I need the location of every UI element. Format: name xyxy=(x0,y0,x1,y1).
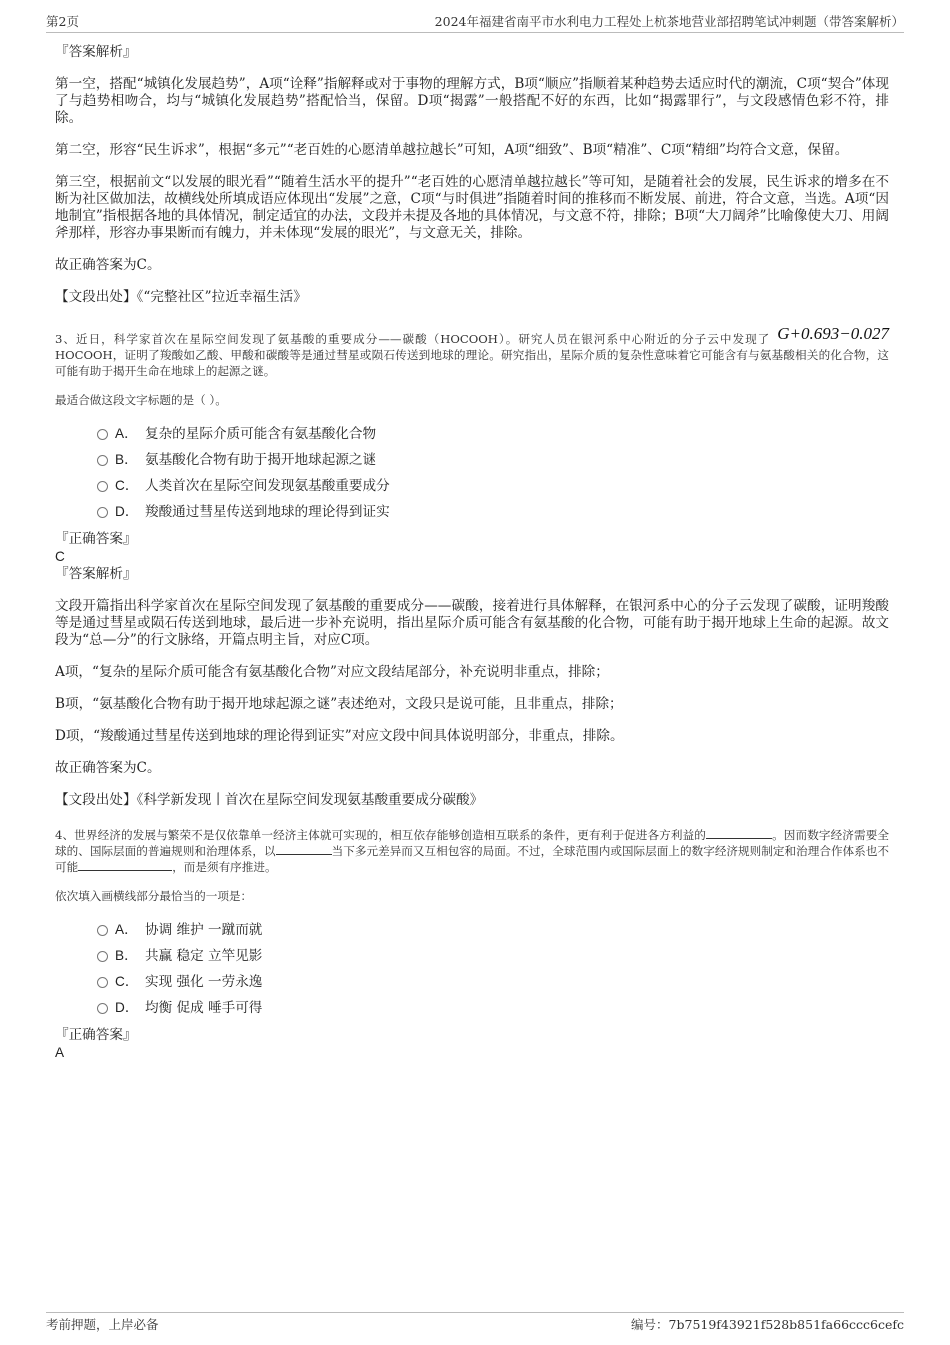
option-text: 共赢 稳定 立竿见影 xyxy=(145,948,263,964)
footer-slogan: 考前押题，上岸必备 xyxy=(46,1317,159,1332)
option-text: 羧酸通过彗星传送到地球的理论得到证实 xyxy=(145,504,390,520)
option-text: 人类首次在星际空间发现氨基酸重要成分 xyxy=(145,478,390,494)
q3-prompt: 最适合做这段文字标题的是（ ）。 xyxy=(55,393,227,407)
radio-icon[interactable] xyxy=(97,455,108,466)
q3-option-a[interactable] xyxy=(55,421,889,447)
q3-source: 【文段出处】《科学新发现丨首次在星际空间发现氨基酸重要成分碳酸》 xyxy=(55,792,484,808)
q4-option-c[interactable] xyxy=(55,969,889,995)
q3-conclusion: 故正确答案为C。 xyxy=(55,760,161,776)
page-number: 第2页 xyxy=(46,14,79,29)
page-footer xyxy=(46,1312,904,1335)
q2-analysis-blank2: 第二空，形容“民生诉求”，根据“多元”“老百姓的心愿清单越拉越长”可知，A项“细致”、B项“精准”、C项“精细”均符合文意，保留。 xyxy=(55,142,849,158)
radio-icon[interactable] xyxy=(97,481,108,492)
q4-blank-3[interactable] xyxy=(78,860,172,871)
footer-serial: 编号：7b7519f43921f528b851fa66ccc6cefc xyxy=(631,1317,904,1332)
q4-correct-answer: A xyxy=(55,1045,65,1060)
option-text: 复杂的星际介质可能含有氨基酸化合物 xyxy=(145,426,377,442)
q3-analysis-a: A项，“复杂的星际介质可能含有氨基酸化合物”对应文段结尾部分，补充说明非重点，排除； xyxy=(55,664,609,680)
q4-option-d[interactable] xyxy=(55,995,889,1021)
q4-option-b[interactable] xyxy=(55,943,889,969)
option-key: A． xyxy=(115,922,138,937)
q4-stem: 4、世界经济的发展与繁荣不是仅依靠单一经济主体就可实现的，相互依存能够创造相互联系的条件，更有利于促进各方利益的 。因而数字经济需要全球的、国际层面的普遍规则和治理体系，以 当下多元差异而又互相包容的局面。不过，全球范围内或国际层面上的数字经济规则制定和治理合作体系也不可能 ，而是须有序推进。 xyxy=(55,828,889,874)
q4-prompt: 依次填入画横线部分最恰当的一项是： xyxy=(55,889,253,903)
q4-options xyxy=(55,917,889,1021)
option-text: 协调 维护 一蹴而就 xyxy=(145,922,263,938)
option-key: C． xyxy=(115,478,139,493)
q2-analysis-label: 『答案解析』 xyxy=(55,44,137,60)
q2-analysis-blank3: 第三空，根据前文“以发展的眼光看”“随着生活水平的提升”“老百姓的心愿清单越拉越长”等可知，是随着社会的发展，民生诉求的增多在不断为社区做加法，故横线处所填成语应体现出“发展”之意，C项“与时俱进”指随着时间的推移而不断发展、前进，符合文意，当选。A项“因地制宜”指根据各地的具体情况，制定适宜的办法，文段并未提及各地的具体情况，与文意不符，排除；B项“大刀阔斧”比喻像使大刀、用阔斧那样，形容办事果断而有魄力，并未体现“发展的眼光”，与文意无关，排除。 xyxy=(55,174,889,241)
q4-blank-2[interactable] xyxy=(276,844,332,855)
radio-icon[interactable] xyxy=(97,977,108,988)
q3-analysis-main: 文段开篇指出科学家首次在星际空间发现了氨基酸的重要成分——碳酸，接着进行具体解释，在银河系中心的分子云发现了碳酸，证明羧酸等是通过彗星或陨石传送到地球，最后进一步补充说明，指出星际介质可能含有氨基酸的化合物，可能有助于揭开地球上生命的起源。故文段为“总—分”的行文脉络，开篇点明主旨，对应C项。 xyxy=(55,598,889,648)
document-title: 2024年福建省南平市水利电力工程处上杭茶地营业部招聘笔试冲刺题（带答案解析） xyxy=(434,14,904,29)
q3-options xyxy=(55,421,889,525)
radio-icon[interactable] xyxy=(97,925,108,936)
option-text: 实现 强化 一劳永逸 xyxy=(145,974,263,990)
q2-analysis-blank1: 第一空，搭配“城镇化发展趋势”，A项“诠释”指解释或对于事物的理解方式，B项“顺应”指顺着某种趋势去适应时代的潮流，C项“契合”体现了与趋势相吻合，均与“城镇化发展趋势”搭配恰当，保留。D项“揭露”一般搭配不好的东西，比如“揭露罪行”，与文段感情色彩不符，排除。 xyxy=(55,76,889,126)
q2-source: 【文段出处】《“完整社区”拉近幸福生活》 xyxy=(55,289,307,305)
question-4 xyxy=(55,827,889,1062)
page-header xyxy=(46,10,904,33)
radio-icon[interactable] xyxy=(97,429,108,440)
option-key: D． xyxy=(115,1000,139,1015)
question-3 xyxy=(55,324,889,809)
q3-option-c[interactable] xyxy=(55,473,889,499)
q3-analysis-d: D项，“羧酸通过彗星传送到地球的理论得到证实”对应文段中间具体说明部分，非重点，排除。 xyxy=(55,728,624,744)
q3-analysis-label: 『答案解析』 xyxy=(55,566,137,582)
q4-correct-label: 『正确答案』 xyxy=(55,1027,137,1043)
q3-option-d[interactable] xyxy=(55,499,889,525)
radio-icon[interactable] xyxy=(97,1003,108,1014)
option-key: C． xyxy=(115,974,139,989)
q2-conclusion: 故正确答案为C。 xyxy=(55,257,161,273)
option-text: 氨基酸化合物有助于揭开地球起源之谜 xyxy=(145,452,377,468)
option-key: A． xyxy=(115,426,138,441)
q3-formula: G+0.693−0.027 xyxy=(777,324,889,343)
main-content xyxy=(55,44,889,1062)
q3-correct-label: 『正确答案』 xyxy=(55,531,137,547)
q3-analysis-b: B项，“氨基酸化合物有助于揭开地球起源之谜”表述绝对，文段只是说可能，且非重点，排除； xyxy=(55,696,623,712)
q4-blank-1[interactable] xyxy=(706,828,772,839)
radio-icon[interactable] xyxy=(97,507,108,518)
option-key: B． xyxy=(115,948,138,963)
option-text: 均衡 促成 唾手可得 xyxy=(145,1000,263,1016)
option-key: D． xyxy=(115,504,139,519)
option-key: B． xyxy=(115,452,138,467)
q3-option-b[interactable] xyxy=(55,447,889,473)
q4-option-a[interactable] xyxy=(55,917,889,943)
radio-icon[interactable] xyxy=(97,951,108,962)
q3-stem: G+0.693−0.027 3、近日，科学家首次在星际空间发现了氨基酸的重要成分——碳酸（HOCOOH）。研究人员在银河系中心附近的分子云中发现了HOCOOH，证明了羧酸如乙酸、甲酸和碳酸等是通过彗星或陨石传送到地球的理论。研究指出，星际介质的复杂性意味着它可能含有与氨基酸相关的化合物，这可能有助于揭开生命在地球上的起源之谜。 xyxy=(55,324,889,378)
q3-correct-answer: C xyxy=(55,549,65,564)
